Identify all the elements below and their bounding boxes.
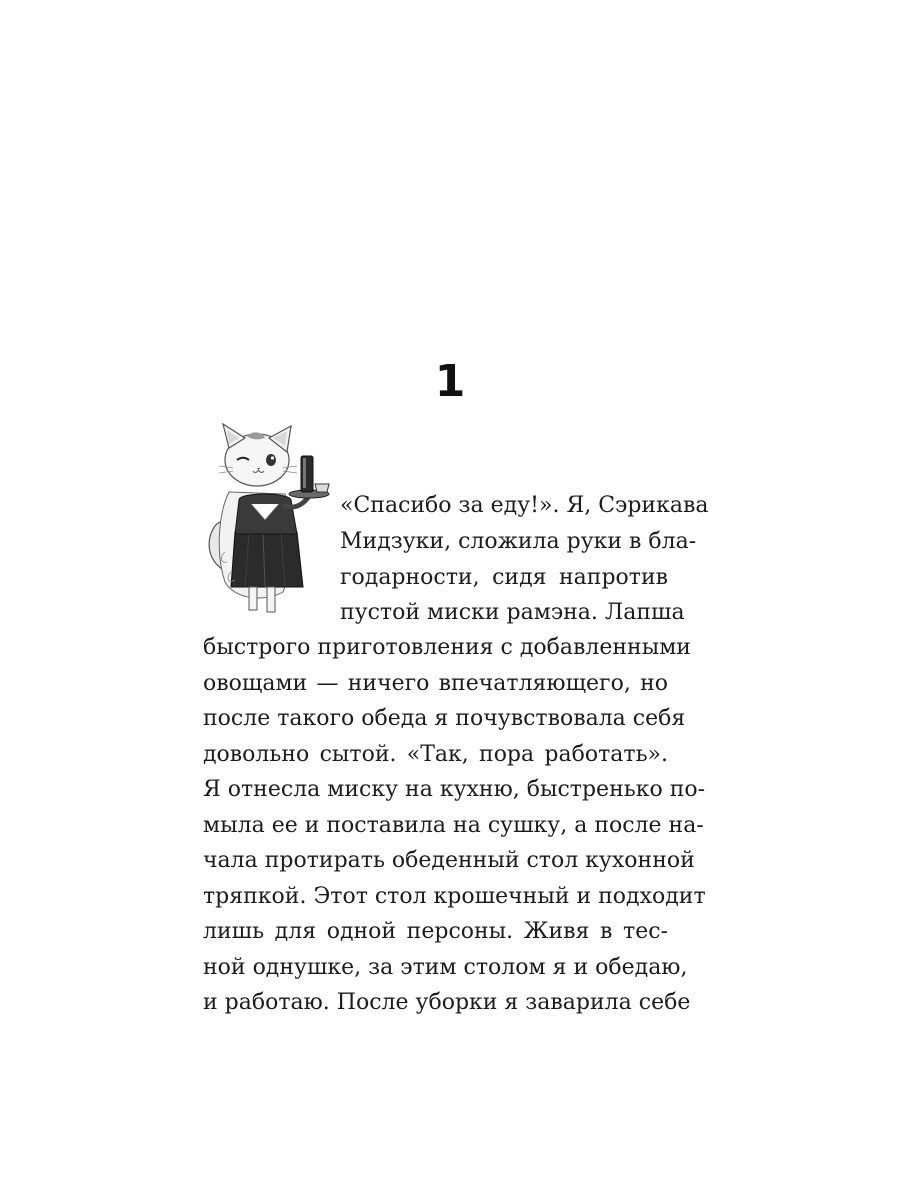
text-line-15: и работаю. После уборки я заварила себе xyxy=(203,990,691,1015)
text-line-2: Мидзуки, сложила руки в бла- xyxy=(340,529,697,554)
text-line-9: Я отнесла миску на кухню, быстренько по- xyxy=(203,777,706,802)
text-line-13: лишь для одной персоны. Живя в тес- xyxy=(203,919,668,944)
text-line-1: «Спасибо за еду!». Я, Сэрикава xyxy=(340,493,709,518)
text-line-11: чала протирать обеденный стол кухонной xyxy=(203,848,695,873)
cat-waitress-illustration-icon xyxy=(205,422,335,617)
chapter-number: 1 xyxy=(434,356,466,407)
text-line-8: довольно сытой. «Так, пора работать». xyxy=(203,742,668,767)
text-line-7: после такого обеда я почувствовала себя xyxy=(203,706,686,731)
text-line-14: ной однушке, за этим столом я и обедаю, xyxy=(203,955,688,980)
text-line-3: годарности, сидя напротив xyxy=(340,565,668,590)
text-line-4: пустой миски рамэна. Лапша xyxy=(340,600,685,625)
text-line-6: овощами — ничего впечатляющего, но xyxy=(203,671,668,696)
text-line-10: мыла ее и поставила на сушку, а после на- xyxy=(203,813,704,838)
text-line-5: быстрого приготовления с добавленными xyxy=(203,635,691,660)
text-line-12: тряпкой. Этот стол крошечный и подходит xyxy=(203,884,706,909)
